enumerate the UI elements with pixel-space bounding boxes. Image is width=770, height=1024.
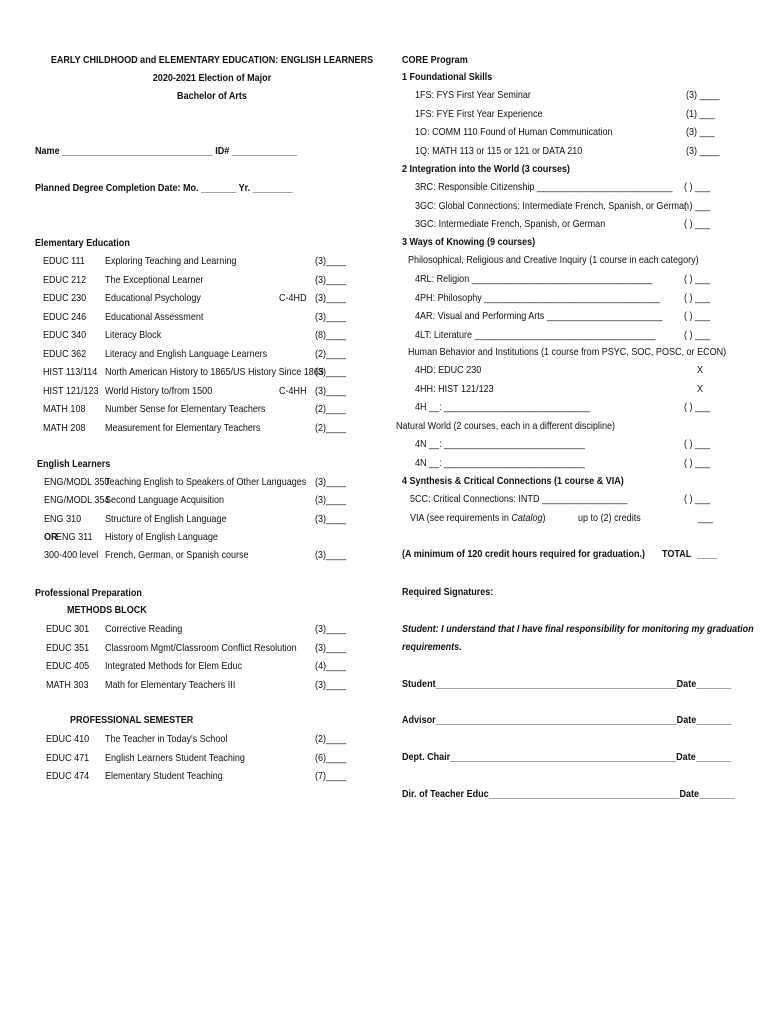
director-signature-line[interactable]: Dir. of Teacher Educ______________________________________Date_______ — [402, 788, 735, 800]
via-close: ) — [542, 512, 546, 524]
core-credit[interactable]: (3) ____ — [686, 89, 720, 101]
credit-blank[interactable]: (3)____ — [315, 513, 347, 525]
course-code: EDUC 410 — [46, 733, 90, 745]
core-credit[interactable]: ( ) ___ — [684, 456, 711, 469]
core-requirement[interactable]: 1FS: FYS First Year Seminar — [415, 89, 531, 101]
core-credit[interactable]: (3) ___ — [686, 126, 715, 138]
credit-blank[interactable]: (3)____ — [315, 623, 347, 635]
credit-blank[interactable]: (3)____ — [315, 476, 347, 488]
course-code: MATH 108 — [43, 403, 86, 415]
core-credit[interactable]: ( ) ___ — [684, 273, 711, 285]
philosophical-subheading: Philosophical, Religious and Creative Inquiry (1 course in each category) — [408, 254, 699, 266]
course-title: The Exceptional Learner — [105, 273, 204, 286]
core-credit[interactable]: ( ) ___ — [684, 199, 711, 212]
course-title: North American History to 1865/US History Since 1865 — [105, 366, 324, 378]
via-upto: up to (2) credits — [578, 512, 641, 524]
core-credit: X — [697, 382, 704, 395]
course-title: World History to/from 1500 — [105, 384, 213, 397]
credit-blank[interactable]: (2)____ — [315, 403, 347, 415]
credit-blank[interactable]: (3)____ — [315, 641, 347, 654]
course-title: English Learners Student Teaching — [105, 751, 245, 764]
credit-blank[interactable]: (6)____ — [315, 751, 347, 764]
core-requirement[interactable]: 3GC: Global Connections: Intermediate French, Spanish, or German — [415, 199, 690, 212]
course-title: Classroom Mgmt/Classroom Conflict Resolution — [105, 641, 297, 654]
course-code: EDUC 474 — [46, 770, 90, 782]
core-credit[interactable]: ( ) ___ — [684, 438, 711, 450]
total-label: TOTAL — [662, 548, 692, 560]
course-code: HIST 121/123 — [43, 384, 99, 397]
course-title: Number Sense for Elementary Teachers — [105, 403, 266, 415]
advisor-signature-line[interactable]: Advisor________________________________________________Date_______ — [402, 714, 732, 726]
credit-blank[interactable]: (3)____ — [315, 549, 347, 561]
form-title: EARLY CHILDHOOD and ELEMENTARY EDUCATION: ENGLISH LEARNERS — [50, 54, 374, 66]
credit-blank[interactable]: (3)____ — [315, 494, 347, 506]
integration-heading: 2 Integration into the World (3 courses) — [402, 163, 570, 175]
methods-block-heading: METHODS BLOCK — [67, 604, 147, 616]
core-credit[interactable]: ( ) ___ — [684, 181, 711, 193]
course-title: French, German, or Spanish course — [105, 549, 249, 561]
completion-date-field[interactable]: Planned Degree Completion Date: Mo. _______ Yr. ________ — [35, 182, 293, 194]
course-title: Integrated Methods for Elem Educ — [105, 660, 243, 672]
human-subheading: Human Behavior and Institutions (1 course from PSYC, SOC, POSC, or ECON) — [408, 346, 727, 358]
core-requirement[interactable]: 4LT: Literature ____________________________________ — [415, 328, 656, 341]
core-credit[interactable]: ( ) ___ — [684, 291, 711, 304]
core-requirement[interactable]: 4N __: ____________________________ — [415, 438, 585, 450]
critical-connections-credits: ( ) ___ — [684, 493, 711, 505]
course-title: Corrective Reading — [105, 623, 183, 635]
critical-connections-field[interactable]: 5CC: Critical Connections: INTD _________________ — [410, 493, 628, 505]
name-id-field[interactable]: Name ______________________________ ID# _____________ — [35, 145, 298, 157]
course-title: Math for Elementary Teachers III — [105, 678, 236, 691]
core-tag: C-4HD — [279, 292, 307, 304]
minimum-hours-note: (A minimum of 120 credit hours required for graduation.) — [402, 548, 646, 560]
core-requirement[interactable]: 3GC: Intermediate French, Spanish, or German — [415, 218, 606, 230]
course-code: EDUC 111 — [43, 255, 85, 267]
core-requirement[interactable]: 4N __: ____________________________ — [415, 456, 585, 469]
core-heading: CORE Program — [402, 54, 468, 66]
course-code: EDUC 340 — [43, 329, 87, 341]
foundational-heading: 1 Foundational Skills — [402, 71, 493, 83]
student-statement: Student: I understand that I have final responsibility for monitoring my graduation — [402, 623, 754, 635]
course-code: ENG/MODL 354 — [44, 494, 110, 506]
via-catalog: Catalog — [511, 512, 543, 524]
course-code: EDUC 471 — [46, 751, 90, 764]
credit-blank[interactable]: (4)____ — [315, 660, 347, 672]
signatures-heading: Required Signatures: — [402, 586, 494, 598]
core-credit[interactable]: ( ) ___ — [684, 310, 711, 322]
course-title: Structure of English Language — [105, 513, 227, 525]
credit-blank[interactable]: (2)____ — [315, 347, 347, 360]
course-title: Second Language Acquisition — [105, 494, 225, 506]
core-requirement[interactable]: 1Q: MATH 113 or 115 or 121 or DATA 210 — [415, 144, 583, 157]
course-title: Educational Psychology — [105, 292, 201, 304]
core-requirement[interactable]: 1O: COMM 110 Found of Human Communication — [415, 126, 613, 138]
core-requirement[interactable]: 4PH: Philosophy ___________________________________ — [415, 291, 661, 304]
credit-blank[interactable]: (3)____ — [315, 678, 347, 691]
core-credit: X — [697, 364, 704, 376]
core-requirement[interactable]: 1FS: FYE First Year Experience — [415, 107, 543, 120]
course-code: MATH 208 — [43, 421, 86, 434]
course-code: ENG 310 — [44, 513, 82, 525]
course-title: Literacy and English Language Learners — [105, 347, 268, 360]
course-code: EDUC 362 — [43, 347, 87, 360]
course-code: EDUC 301 — [46, 623, 90, 635]
credit-blank[interactable]: (3)____ — [315, 384, 347, 397]
course-title: Exploring Teaching and Learning — [105, 255, 237, 267]
credit-blank[interactable]: (7)____ — [315, 770, 347, 782]
course-title: Teaching English to Speakers of Other Languages — [105, 476, 307, 488]
knowing-heading: 3 Ways of Knowing (9 courses) — [402, 236, 536, 248]
course-title: Elementary Student Teaching — [105, 770, 223, 782]
core-requirement[interactable]: 4HH: HIST 121/123 — [415, 382, 494, 395]
course-title: Educational Assessment — [105, 310, 204, 323]
section-heading-elementary: Elementary Education — [35, 237, 130, 249]
credit-blank[interactable]: (2)____ — [315, 733, 347, 745]
natural-subheading: Natural World (2 courses, each in a different discipline) — [396, 420, 616, 432]
course-code: EDUC 246 — [43, 310, 87, 323]
credit-blank[interactable]: (2)____ — [315, 421, 347, 434]
student-signature-line[interactable]: Student________________________________________________Date_______ — [402, 678, 732, 690]
core-requirement[interactable]: 4AR: Visual and Performing Arts _______________________ — [415, 310, 663, 322]
via-text: VIA (see requirements in — [410, 512, 512, 524]
synthesis-heading: 4 Synthesis & Critical Connections (1 course & VIA) — [402, 475, 624, 487]
student-statement-cont: requirements. — [402, 641, 462, 653]
core-requirement[interactable]: 3RC: Responsible Citizenship ___________________________ — [415, 181, 673, 193]
core-credit[interactable]: ( ) ___ — [684, 328, 711, 341]
core-credit[interactable]: (3) ____ — [686, 144, 720, 157]
course-code: ENG 311 — [56, 531, 93, 543]
course-title: History of English Language — [105, 531, 218, 543]
course-code: HIST 113/114 — [43, 366, 98, 378]
credit-blank[interactable]: (3)____ — [315, 292, 347, 304]
credit-blank[interactable]: (3)____ — [315, 255, 347, 267]
core-tag: C-4HH — [279, 384, 307, 397]
or-label: OR — [44, 531, 58, 543]
course-code: EDUC 351 — [46, 641, 90, 654]
course-code: 300-400 level — [44, 549, 99, 561]
section-heading-professional: Professional Preparation — [35, 587, 142, 599]
credit-blank[interactable]: (8)____ — [315, 329, 347, 341]
course-code: EDUC 212 — [43, 273, 87, 286]
course-code: EDUC 230 — [43, 292, 87, 304]
section-heading-english-learners: English Learners — [37, 458, 111, 470]
core-credit[interactable]: (1) ___ — [686, 107, 715, 120]
core-credit[interactable]: ( ) ___ — [684, 401, 711, 413]
credit-blank[interactable]: (3)____ — [315, 310, 347, 323]
credit-blank[interactable]: (3)____ — [315, 273, 347, 286]
course-code: MATH 303 — [46, 678, 89, 691]
total-line[interactable]: ____ — [697, 548, 718, 560]
chair-signature-line[interactable]: Dept. Chair_____________________________________________Date_______ — [402, 751, 731, 763]
course-code: EDUC 405 — [46, 660, 90, 672]
core-requirement[interactable]: 4RL: Religion ____________________________________ — [415, 273, 653, 285]
core-credit[interactable]: ( ) ___ — [684, 218, 711, 230]
core-requirement[interactable]: 4H __: _____________________________ — [415, 401, 590, 413]
via-requirement — [410, 512, 546, 525]
degree-label: Bachelor of Arts — [177, 90, 247, 102]
via-credits: ___ — [698, 512, 714, 524]
course-title: Literacy Block — [105, 329, 162, 341]
core-requirement[interactable]: 4HD: EDUC 230 — [415, 364, 482, 376]
course-title: Measurement for Elementary Teachers — [105, 421, 261, 434]
election-year: 2020-2021 Election of Major — [152, 72, 272, 84]
course-title: The Teacher in Today's School — [105, 733, 228, 745]
professional-semester-heading: PROFESSIONAL SEMESTER — [70, 714, 194, 726]
credit-blank[interactable]: (3)____ — [315, 366, 347, 378]
course-code: ENG/MODL 350 — [44, 476, 110, 488]
